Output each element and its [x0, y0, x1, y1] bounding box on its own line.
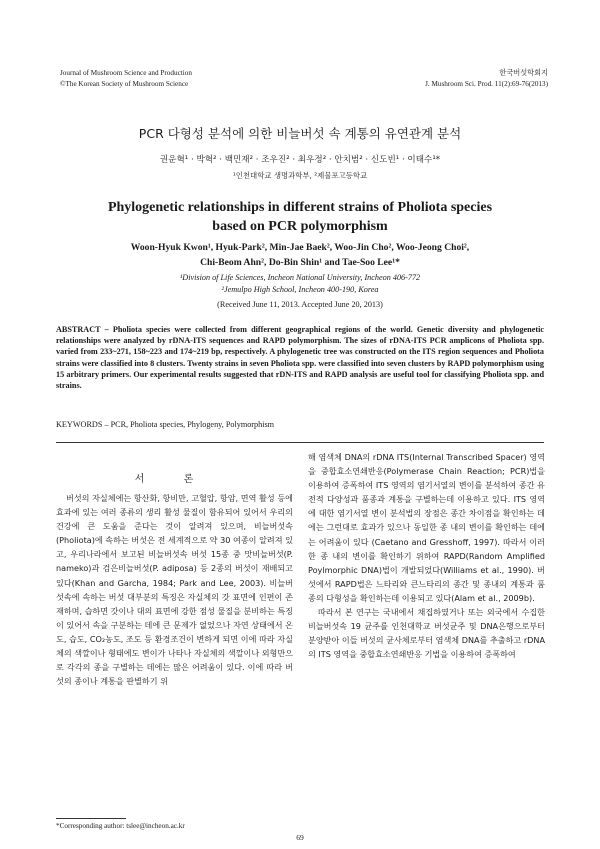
paragraph: 따라서 본 연구는 국내에서 채집하였거나 또는 외국에서 수집한 비늘버섯속 19 균주를 인천대학교 버섯균주 및 DNA은행으로부터 분양받아 이들 버섯의 균사체로부터 염색체 DNA를 추출하고 rDNA의 ITS 영역을 중합효소연쇄반응 기법을 이용하여 증폭하여 — [308, 607, 545, 660]
abstract: ABSTRACT – Pholiota species were collected from different geographical regions of the world. Genetic diversity and phylogenetic relationships were analyzed by rDNA-ITS sequences and RAPD polymorphism. The sizes of rDNA-ITS PCR amplicons of Pholiota spp. varied from 233~271, 158~223 and 174~219 bp, respectively. A phylogenetic tree was constructed on the ITS region sequences and Pholiota strains were classified into 8 clusters. Twenty strains in seven Pholiota spp. were classified into seven clusters by RAPD polymorphism using 15 arbitrary primers. Our experimental results suggested that rDN-ITS and RAPD analysis are useful tool for classifying Pholiota spp. and strains. — [56, 325, 544, 391]
english-title-line1: Phylogenetic relationships in different strains of Pholiota species — [107, 200, 493, 215]
section-heading-introduction: 서 론 — [134, 474, 212, 485]
corresponding-author-footnote: *Corresponding author: tslee@incheon.ac.kr — [56, 822, 185, 830]
right-column — [308, 450, 545, 661]
paragraph: 해 염색체 DNA의 rDNA ITS(Internal Transcribed Spacer) 영역을 중합효소연쇄반응(Polymerase Chain Reaction; PCR)법을 이용하여 증폭하여 ITS 영역의 염기서열의 변이를 분석하여 종간 유전적 다양성과 품종과 계통을 구별하는데 이용하고 있다. ITS 영역에 대한 염기서열 변이 분석법의 장점은 종간 차이점을 확인하는 데에는 그런대로 효과가 있으나 동일한 종 내의 변이를 확인하는 데에는 어려움이 있다 (Caetano and Gresshoff, 1997). 따라서 이러한 종 내의 변이를 확인하기 위하여 RAPD(Random Amplified Poylmorphic DNA)법이 개발되었다(Williams et al., 1990). 버섯에서 RAPD법은 느타리와 큰느타리의 종간 및 종내의 계통과 품종의 다형성을 확인하는데 이용되고 있다(Alam et al., 2009b). — [308, 452, 545, 603]
english-title — [60, 198, 540, 236]
left-column — [56, 491, 293, 688]
english-affiliations — [60, 272, 540, 295]
journal-name: Journal of Mushroom Science and Production — [60, 69, 192, 77]
page-number: 69 — [296, 833, 304, 842]
korean-affiliation: ¹인천대학교 생명과학부, ²제물포고등학교 — [232, 171, 368, 180]
english-title-line2: based on PCR polymorphism — [212, 219, 388, 234]
english-authors — [60, 240, 540, 270]
paragraph: 버섯의 자실체에는 항산화, 항비만, 고혈압, 항암, 면역 활성 등에 효과에 있는 여러 종류의 생리 활성 물질이 함유되어 있어서 우리의 건강에 큰 도움을 준다는 것이 알려져 있으며, 비늘버섯속(Pholiota)에 속하는 버섯은 전 세계적으로 약 30 여종이 알려져 있고, 우리나라에서 보고된 비늘버섯속 버섯 15종 중 맛비늘버섯(P. nameko)과 검은비늘버섯(P. adiposa) 등 2종의 버섯이 재배되고 있다(Khan and Garcha, 1984; Park and Lee, 2003). 비늘버섯속에 속하는 버섯 대부분의 특징은 자실체의 갓 표면에 인편이 존재하며, 습하면 갓이나 대의 표면에 강한 점성 물질을 분비하는 특징이 있어서 속을 구분하는 데에 큰 문제가 없었으나 자연 상태에서 온도, 습도, CO₂농도, 조도 등 환경조건이 변하게 되면 이에 따라 자실체의 색깔이나 형태에도 변이가 나타나 자실체의 색깔이나 외형만으로 각각의 종을 구별하는 데에는 많은 어려움이 있다. 이에 따라 버섯의 종이나 계통을 판별하기 위 — [56, 493, 293, 687]
keywords: KEYWORDS – PCR, Pholiota species, Phylogeny, Polymorphism — [56, 420, 275, 429]
received-dates: (Received June 11, 2013. Accepted June 20, 2013) — [217, 300, 383, 309]
affiliation-2: ²Jemulpo High School, Incheon 400-190, Korea — [221, 284, 379, 294]
affiliation-1: ¹Division of Life Sciences, Incheon National University, Incheon 406-772 — [179, 273, 421, 282]
korean-title: PCR 다형성 분석에 의한 비늘버섯 속 계통의 유연관계 분석 — [138, 126, 462, 141]
korean-authors: 권운혁¹ · 박혁² · 백민재² · 조우진² · 최우정² · 안치범² · 신도빈¹ · 이태수¹* — [159, 155, 441, 165]
journal-header-left — [60, 68, 192, 90]
english-authors-line2: Chi-Beom Ahn², Do-Bin Shin¹ and Tae-Soo Lee¹* — [200, 257, 400, 268]
journal-citation: J. Mushroom Sci. Prod. 11(2):69-76(2013) — [425, 80, 548, 88]
english-authors-line1: Woon-Hyuk Kwon¹, Hyuk-Park², Min-Jae Baek², Woo-Jin Cho², Woo-Jeong Choi², — [130, 242, 470, 253]
journal-copyright: ©The Korean Society of Mushroom Science — [60, 80, 189, 88]
footnote-divider — [56, 818, 126, 819]
journal-korean-name: 한국버섯학회지 — [499, 69, 548, 77]
journal-header-right — [425, 68, 548, 90]
section-divider — [56, 442, 544, 443]
